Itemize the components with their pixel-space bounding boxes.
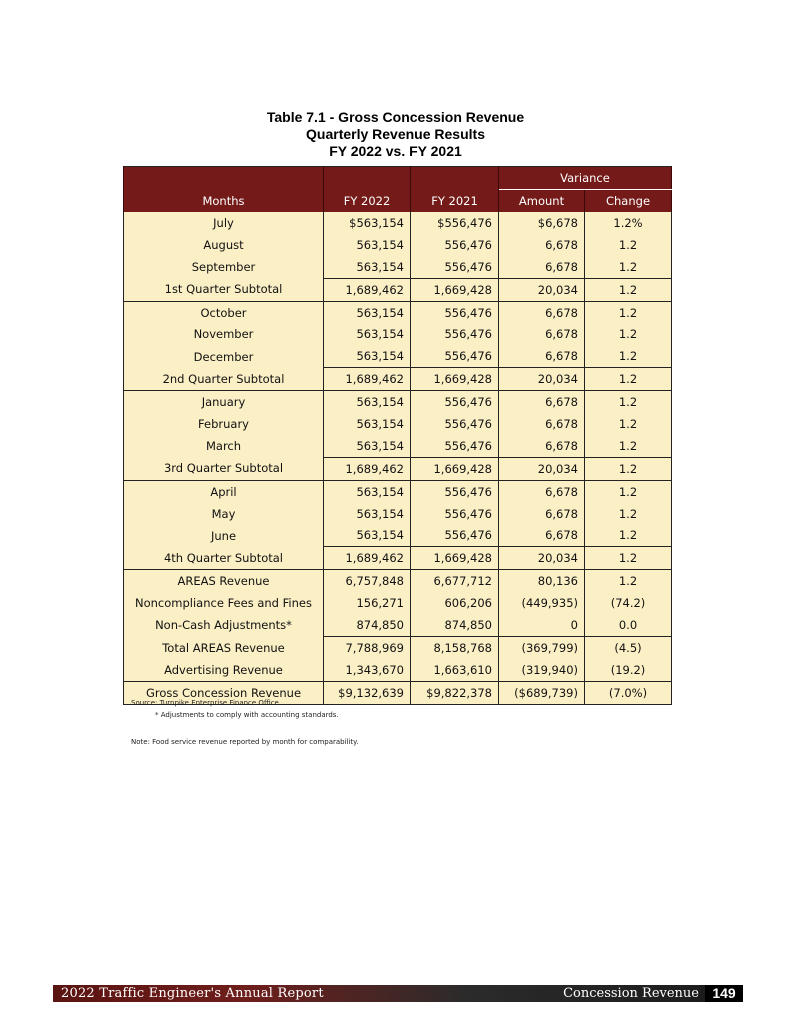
cell-fy2021: 556,476 xyxy=(411,413,499,435)
cell-fy2022: 1,689,462 xyxy=(324,457,411,480)
cell-fy2022: 874,850 xyxy=(324,614,411,636)
table-row xyxy=(124,323,672,345)
footer-report-title: 2022 Traffic Engineer's Annual Report xyxy=(61,986,324,1001)
cell-fy2022: 156,271 xyxy=(324,592,411,614)
cell-fy2021: 556,476 xyxy=(411,435,499,457)
cell-amount: 6,678 xyxy=(499,435,585,457)
cell-fy2022: 563,154 xyxy=(324,413,411,435)
cell-fy2021: 1,669,428 xyxy=(411,278,499,301)
cell-fy2022: 563,154 xyxy=(324,256,411,278)
title-line-1: Table 7.1 - Gross Concession Revenue xyxy=(266,109,525,125)
header-fy2022: FY 2022 xyxy=(324,190,411,213)
cell-change: 1.2 xyxy=(585,256,672,278)
row-label: 4th Quarter Subtotal xyxy=(124,547,324,570)
cell-change: 1.2 xyxy=(585,480,672,502)
cell-fy2021: 1,669,428 xyxy=(411,547,499,570)
cell-change: 1.2 xyxy=(585,234,672,256)
cell-change: (74.2) xyxy=(585,592,672,614)
table-row xyxy=(124,413,672,435)
footer-section-title: Concession Revenue xyxy=(563,986,699,1001)
page-footer xyxy=(53,985,743,1002)
header-amount: Amount xyxy=(499,190,585,213)
cell-fy2022: 563,154 xyxy=(324,524,411,546)
title-line-3: FY 2022 vs. FY 2021 xyxy=(329,143,462,159)
row-label: Noncompliance Fees and Fines xyxy=(124,592,324,614)
header-blank-months xyxy=(124,167,324,190)
source-note: Source: Turnpike Enterprise Finance Office. xyxy=(131,699,282,707)
row-label: September xyxy=(124,256,324,278)
row-label: May xyxy=(124,503,324,525)
header-change: Change xyxy=(585,190,672,213)
cell-fy2021: 1,663,610 xyxy=(411,659,499,681)
header-months: Months xyxy=(124,190,324,213)
cell-change: 1.2 xyxy=(585,547,672,570)
row-label: June xyxy=(124,524,324,546)
cell-amount: 6,678 xyxy=(499,524,585,546)
cell-fy2022: 563,154 xyxy=(324,435,411,457)
cell-amount: 20,034 xyxy=(499,278,585,301)
revenue-table xyxy=(123,166,672,705)
header-fy2021: FY 2021 xyxy=(411,190,499,213)
header-variance: Variance xyxy=(499,167,672,190)
cell-change: 1.2% xyxy=(585,212,672,234)
table-row xyxy=(124,480,672,502)
cell-amount: 6,678 xyxy=(499,323,585,345)
table-row xyxy=(124,391,672,413)
cell-fy2022: $563,154 xyxy=(324,212,411,234)
row-label: February xyxy=(124,413,324,435)
cell-change: 1.2 xyxy=(585,503,672,525)
page-number: 149 xyxy=(705,985,743,1002)
cell-fy2022: 7,788,969 xyxy=(324,636,411,658)
asterisk-note: * Adjustments to comply with accounting standards. xyxy=(155,711,339,719)
cell-fy2022: 563,154 xyxy=(324,345,411,367)
cell-amount: 6,678 xyxy=(499,391,585,413)
cell-amount: 20,034 xyxy=(499,547,585,570)
cell-amount: ($689,739) xyxy=(499,681,585,704)
cell-change: 1.2 xyxy=(585,413,672,435)
table-row xyxy=(124,234,672,256)
cell-change: 1.2 xyxy=(585,391,672,413)
row-label: October xyxy=(124,301,324,323)
cell-change: (7.0%) xyxy=(585,681,672,704)
table-row xyxy=(124,368,672,391)
table-row xyxy=(124,435,672,457)
row-label: Non-Cash Adjustments* xyxy=(124,614,324,636)
cell-fy2022: 563,154 xyxy=(324,234,411,256)
table-row xyxy=(124,524,672,546)
cell-amount: 80,136 xyxy=(499,570,585,592)
row-label: AREAS Revenue xyxy=(124,570,324,592)
cell-change: 1.2 xyxy=(585,457,672,480)
cell-amount: 6,678 xyxy=(499,413,585,435)
table-row xyxy=(124,659,672,681)
cell-change: 1.2 xyxy=(585,323,672,345)
cell-change: 1.2 xyxy=(585,570,672,592)
header-blank-fy2022 xyxy=(324,167,411,190)
table-row xyxy=(124,256,672,278)
table-title xyxy=(0,109,791,160)
cell-fy2021: 6,677,712 xyxy=(411,570,499,592)
table-row xyxy=(124,457,672,480)
cell-fy2021: 1,669,428 xyxy=(411,368,499,391)
cell-fy2021: 556,476 xyxy=(411,301,499,323)
cell-amount: 6,678 xyxy=(499,256,585,278)
row-label: July xyxy=(124,212,324,234)
cell-change: 1.2 xyxy=(585,435,672,457)
cell-fy2021: $556,476 xyxy=(411,212,499,234)
cell-change: 1.2 xyxy=(585,345,672,367)
cell-change: (4.5) xyxy=(585,636,672,658)
table-row xyxy=(124,301,672,323)
cell-amount: (449,935) xyxy=(499,592,585,614)
cell-change: (19.2) xyxy=(585,659,672,681)
title-line-2: Quarterly Revenue Results xyxy=(306,126,485,142)
row-label: Gross Concession Revenue xyxy=(124,681,324,704)
cell-amount: 6,678 xyxy=(499,503,585,525)
row-label: 2nd Quarter Subtotal xyxy=(124,368,324,391)
cell-fy2021: 556,476 xyxy=(411,256,499,278)
cell-fy2021: 556,476 xyxy=(411,234,499,256)
cell-fy2022: $9,132,639 xyxy=(324,681,411,704)
cell-fy2021: 874,850 xyxy=(411,614,499,636)
cell-change: 1.2 xyxy=(585,301,672,323)
cell-fy2022: 563,154 xyxy=(324,391,411,413)
cell-fy2022: 1,689,462 xyxy=(324,278,411,301)
row-label: Advertising Revenue xyxy=(124,659,324,681)
cell-amount: 6,678 xyxy=(499,301,585,323)
cell-amount: 6,678 xyxy=(499,480,585,502)
cell-change: 1.2 xyxy=(585,524,672,546)
cell-amount: (369,799) xyxy=(499,636,585,658)
row-label: Total AREAS Revenue xyxy=(124,636,324,658)
row-label: 1st Quarter Subtotal xyxy=(124,278,324,301)
cell-fy2021: 556,476 xyxy=(411,503,499,525)
cell-amount: 20,034 xyxy=(499,368,585,391)
cell-amount: 0 xyxy=(499,614,585,636)
cell-amount: 6,678 xyxy=(499,234,585,256)
cell-amount: 20,034 xyxy=(499,457,585,480)
row-label: April xyxy=(124,480,324,502)
cell-fy2021: 556,476 xyxy=(411,323,499,345)
table-row xyxy=(124,278,672,301)
cell-change: 1.2 xyxy=(585,278,672,301)
cell-fy2021: 556,476 xyxy=(411,391,499,413)
cell-fy2021: 8,158,768 xyxy=(411,636,499,658)
table-row xyxy=(124,570,672,592)
cell-change: 0.0 xyxy=(585,614,672,636)
cell-amount: 6,678 xyxy=(499,345,585,367)
cell-fy2021: 1,669,428 xyxy=(411,457,499,480)
cell-fy2021: 606,206 xyxy=(411,592,499,614)
cell-fy2022: 1,689,462 xyxy=(324,368,411,391)
cell-fy2021: 556,476 xyxy=(411,524,499,546)
table-row xyxy=(124,212,672,234)
cell-fy2022: 563,154 xyxy=(324,480,411,502)
food-service-note: Note: Food service revenue reported by month for comparability. xyxy=(131,738,359,746)
cell-fy2022: 1,689,462 xyxy=(324,547,411,570)
cell-fy2021: 556,476 xyxy=(411,480,499,502)
cell-fy2021: $9,822,378 xyxy=(411,681,499,704)
row-label: December xyxy=(124,345,324,367)
table-row xyxy=(124,547,672,570)
table-row xyxy=(124,636,672,658)
row-label: 3rd Quarter Subtotal xyxy=(124,457,324,480)
row-label: January xyxy=(124,391,324,413)
table-row xyxy=(124,503,672,525)
cell-fy2022: 563,154 xyxy=(324,301,411,323)
cell-amount: (319,940) xyxy=(499,659,585,681)
cell-change: 1.2 xyxy=(585,368,672,391)
table-row xyxy=(124,592,672,614)
row-label: August xyxy=(124,234,324,256)
header-blank-fy2021 xyxy=(411,167,499,190)
cell-amount: $6,678 xyxy=(499,212,585,234)
cell-fy2022: 6,757,848 xyxy=(324,570,411,592)
row-label: November xyxy=(124,323,324,345)
row-label: March xyxy=(124,435,324,457)
cell-fy2022: 563,154 xyxy=(324,323,411,345)
cell-fy2021: 556,476 xyxy=(411,345,499,367)
table-row xyxy=(124,614,672,636)
cell-fy2022: 563,154 xyxy=(324,503,411,525)
cell-fy2022: 1,343,670 xyxy=(324,659,411,681)
table-row xyxy=(124,345,672,367)
